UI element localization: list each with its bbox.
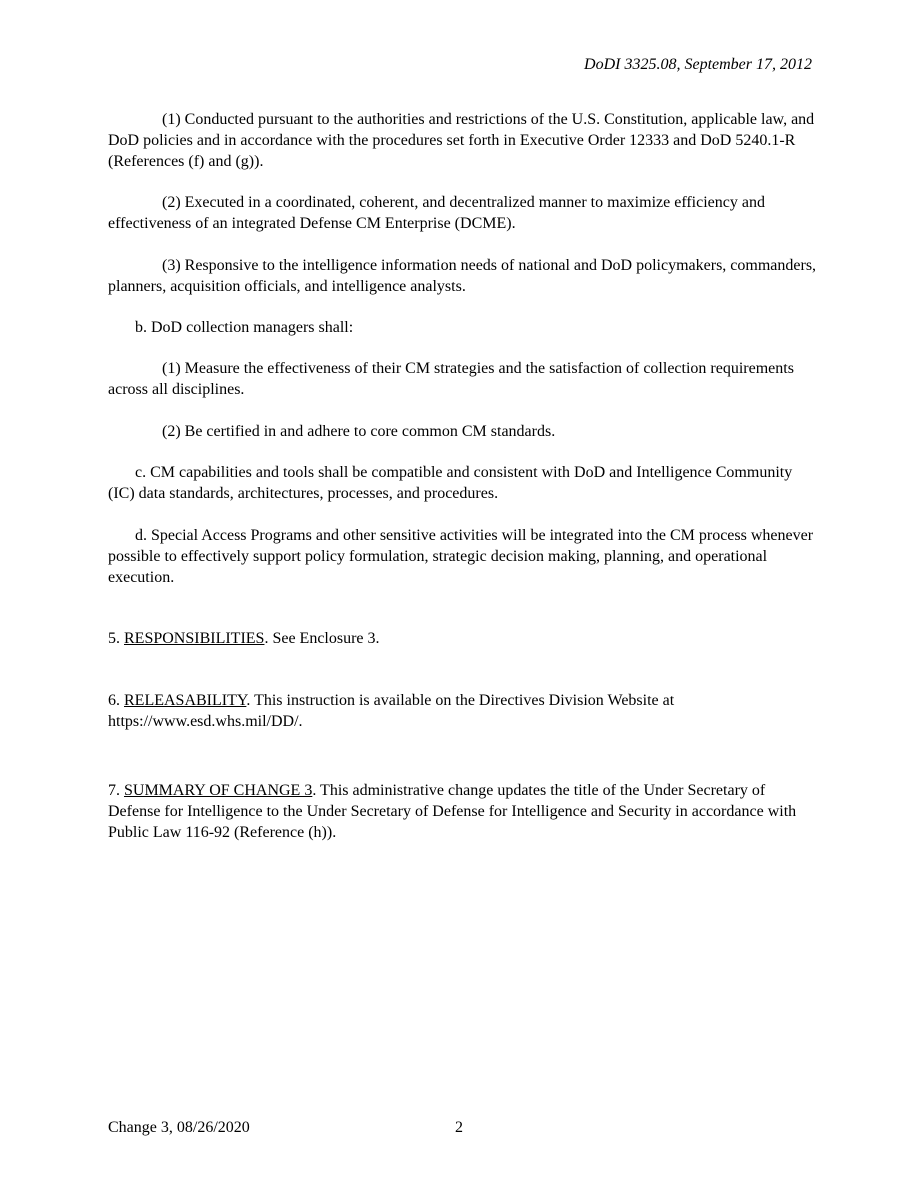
section-6-heading: RELEASABILITY xyxy=(124,692,247,709)
paragraph-b: b. DoD collection managers shall: xyxy=(135,319,354,336)
section-6-releasability xyxy=(108,690,820,732)
paragraph-a2: (2) Executed in a coordinated, coherent, and decentralized manner to maximize efficiency and effectiveness of an integrated Defense CM Enterprise (DCME). xyxy=(108,194,765,232)
section-5-text: . See Enclosure 3. xyxy=(264,630,380,647)
section-6-number: 6. xyxy=(108,692,124,709)
footer-change-date: Change 3, 08/26/2020 xyxy=(108,1119,250,1136)
paragraph-c: c. CM capabilities and tools shall be compatible and consistent with DoD and Intelligence Community (IC) data standards, architectures, processes, and procedures. xyxy=(108,464,793,502)
section-7-summary-of-change xyxy=(108,780,820,843)
paragraph-d: d. Special Access Programs and other sensitive activities will be integrated into the CM process whenever possible to effectively support policy formulation, strategic decision making, planning, and operational execution. xyxy=(108,527,814,586)
section-7-text: . This administrative change updates the title of the Under Secretary of Defense for Intelligence to the Under Secretary of Defense for Intelligence and Security in accordance with Public Law 116-92 (Reference (h)). xyxy=(108,782,797,841)
paragraph-a1: (1) Conducted pursuant to the authorities and restrictions of the U.S. Constitution, applicable law, and DoD policies and in accordance with the procedures set forth in Executive Order 12333 and DoD 5240.1-R (References (f) and (g)). xyxy=(108,111,815,170)
paragraph-b1: (1) Measure the effectiveness of their CM strategies and the satisfaction of collection requirements across all disciplines. xyxy=(108,360,794,398)
section-7-number: 7. xyxy=(108,782,124,799)
document-header: DoDI 3325.08, September 17, 2012 xyxy=(584,56,812,73)
section-6-text: . This instruction is available on the Directives Division Website at https://www.esd.whs.mil/DD/. xyxy=(108,692,675,730)
paragraph-a3: (3) Responsive to the intelligence information needs of national and DoD policymakers, commanders, planners, acquisition officials, and intelligence analysts. xyxy=(108,257,817,295)
footer-page-number: 2 xyxy=(455,1119,463,1136)
section-5-responsibilities xyxy=(108,628,820,649)
paragraph-b2: (2) Be certified in and adhere to core common CM standards. xyxy=(162,423,556,440)
section-7-heading: SUMMARY OF CHANGE 3 xyxy=(124,782,313,799)
section-5-number: 5. xyxy=(108,630,124,647)
section-5-heading: RESPONSIBILITIES xyxy=(124,630,265,647)
